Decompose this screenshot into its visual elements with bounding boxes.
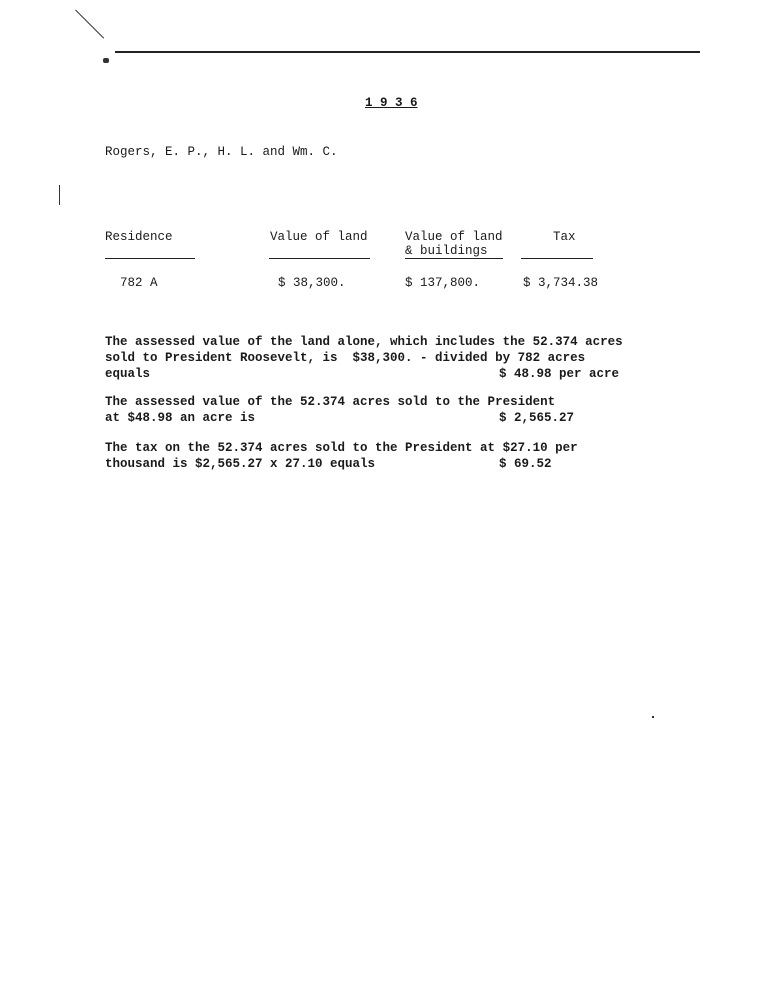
paragraph-line: The tax on the 52.374 acres sold to the President at $27.10 per	[105, 441, 578, 455]
header-underline	[105, 258, 195, 259]
scan-mark	[103, 58, 109, 63]
header-underline	[269, 258, 370, 259]
header-underline	[521, 258, 593, 259]
paragraph-line: The assessed value of the land alone, which includes the 52.374 acres	[105, 335, 623, 349]
paragraph-line: The assessed value of the 52.374 acres sold to the President	[105, 395, 556, 409]
year-heading: 1 9 3 6	[365, 96, 418, 110]
result-tax: $ 69.52	[499, 457, 552, 471]
paragraph-line: thousand is $2,565.27 x 27.10 equals	[105, 457, 376, 471]
scan-mark	[59, 185, 60, 205]
header-underline	[405, 258, 503, 259]
paragraph-line: equals	[105, 367, 151, 381]
header-tax: Tax	[553, 230, 576, 244]
paragraph-line: at $48.98 an acre is	[105, 411, 256, 425]
header-value-land-buildings: Value of land	[405, 230, 503, 244]
header-value-land-buildings-2: & buildings	[405, 244, 488, 258]
scan-mark	[75, 10, 104, 39]
cell-value-land-buildings: $ 137,800.	[405, 276, 481, 290]
owner-name: Rogers, E. P., H. L. and Wm. C.	[105, 145, 338, 159]
header-residence: Residence	[105, 230, 173, 244]
scan-dot	[652, 716, 654, 718]
top-rule	[115, 51, 700, 53]
header-value-of-land: Value of land	[270, 230, 368, 244]
result-assessed-value: $ 2,565.27	[499, 411, 575, 425]
cell-tax: $ 3,734.38	[523, 276, 599, 290]
paragraph-line: sold to President Roosevelt, is $38,300. - divided by 782 acres	[105, 351, 586, 365]
cell-residence: 782 A	[120, 276, 158, 290]
result-per-acre: $ 48.98 per acre	[499, 367, 620, 381]
cell-value-of-land: $ 38,300.	[278, 276, 346, 290]
